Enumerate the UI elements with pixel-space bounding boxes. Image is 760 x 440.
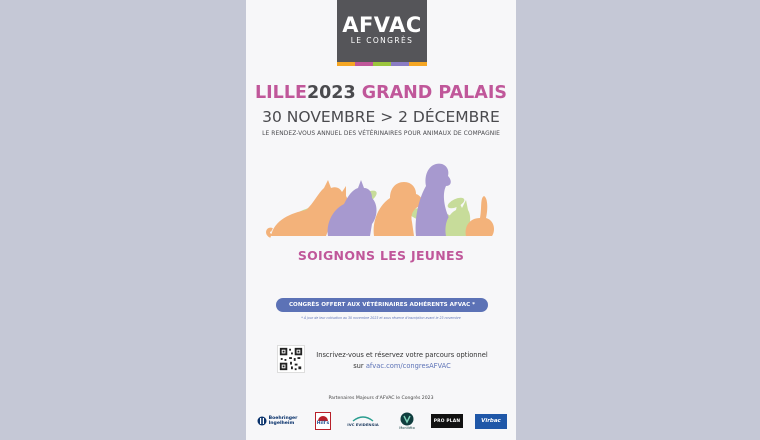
logo-color-stripes: [337, 62, 427, 66]
monveto-v-icon: [400, 412, 414, 426]
sponsor-monveto-text: MonVéto: [399, 426, 415, 430]
offer-footnote: * À jour de leur cotisation au 30 novembre 2023 et sous réserve d'inscription avant le 23 novembre: [301, 316, 461, 320]
event-tagline: LE RENDEZ-VOUS ANNUEL DES VÉTÉRINAIRES POUR ANIMAUX DE COMPAGNIE: [262, 131, 500, 137]
sponsor-boehringer-logo: [254, 411, 300, 431]
boehringer-emblem-icon: [257, 416, 267, 426]
registration-prefix: sur: [353, 362, 364, 370]
sponsor-proplan-logo: [430, 411, 464, 431]
event-year: 2023: [306, 83, 356, 103]
sponsor-hills-logo: [312, 411, 334, 431]
event-city: LILLE: [255, 83, 307, 103]
event-venue: GRAND PALAIS: [361, 83, 507, 103]
event-headline: [246, 82, 516, 104]
event-dates: 30 NOVEMBRE > 2 DÉCEMBRE: [262, 108, 500, 126]
sponsor-hills-text: Hill's: [316, 421, 330, 426]
sponsor-boehringer-line1: Boehringer: [268, 415, 298, 421]
registration-info: [312, 350, 492, 372]
partners-title: Partenaires Majeurs d'AFVAC le Congrès 2023: [328, 396, 434, 401]
sponsor-ivc-text: IVC EVIDENSIA: [347, 422, 379, 427]
ivc-arc-icon: [351, 415, 375, 422]
sponsor-virbac-logo: [474, 411, 508, 431]
registration-link[interactable]: afvac.com/congresAFVAC: [365, 362, 451, 370]
congress-poster: [246, 0, 516, 440]
sponsor-virbac-text: Virbac: [475, 414, 507, 429]
sponsor-boehringer-line2: Ingelheim: [268, 421, 295, 426]
sponsor-proplan-text: PRO PLAN: [431, 414, 463, 428]
slogan: SOIGNONS LES JEUNES: [297, 248, 465, 263]
registration-text: Inscrivez-vous et réservez votre parcours optionnel: [316, 351, 488, 359]
sponsor-ivc-logo: [342, 411, 384, 431]
logo-subtitle: LE CONGRÈS: [350, 36, 414, 45]
qr-code-icon[interactable]: [277, 345, 305, 373]
young-pets-silhouettes-icon: [266, 158, 496, 242]
sponsor-monveto-logo: [395, 411, 419, 431]
logo-name: AFVAC: [342, 13, 422, 37]
member-offer-banner: CONGRÈS OFFERT AUX VÉTÉRINAIRES ADHÉRENTS AFVAC *: [276, 298, 488, 312]
afvac-logo: [337, 0, 427, 66]
